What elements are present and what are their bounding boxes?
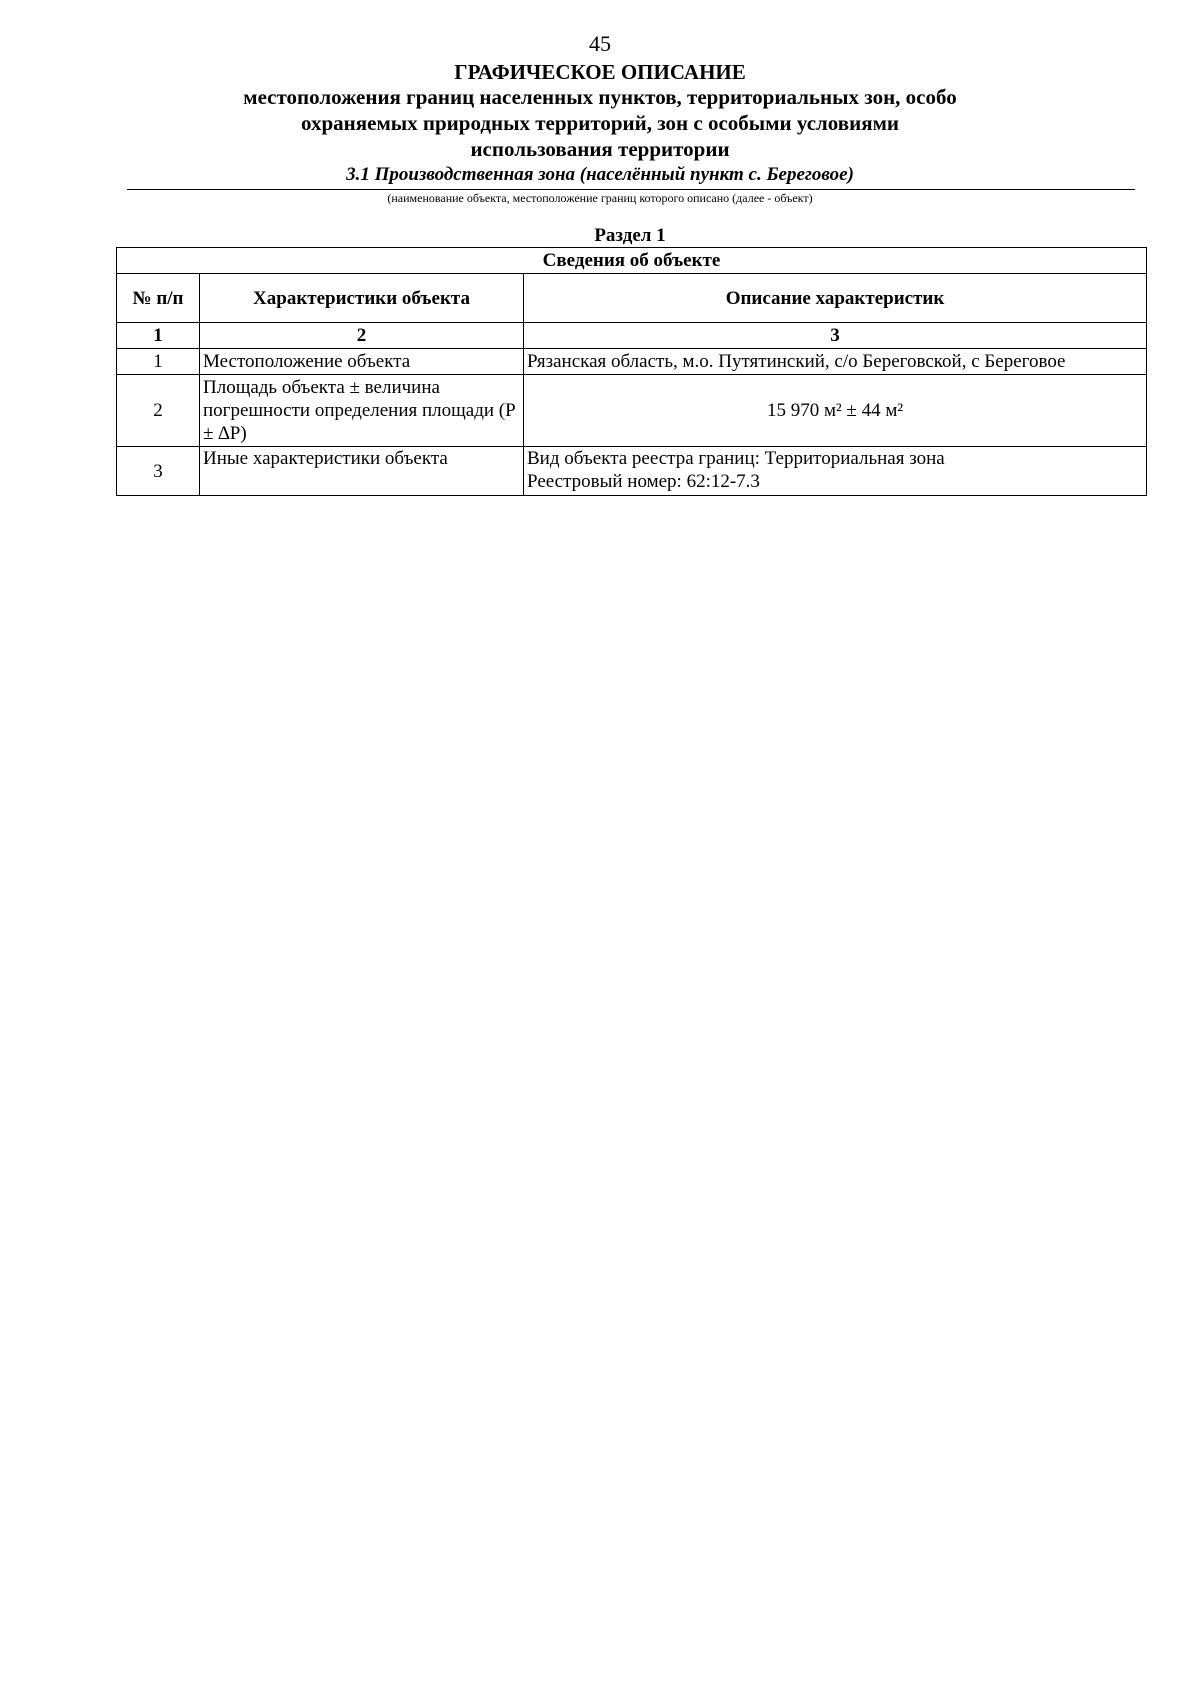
column-number-row — [117, 323, 1147, 349]
row-characteristic: Иные характеристики объекта — [200, 447, 524, 496]
table-row — [117, 375, 1147, 447]
column-number: 2 — [200, 323, 524, 349]
header-number: № п/п — [117, 274, 200, 323]
row-description: 15 970 м² ± 44 м² — [524, 375, 1147, 447]
row-characteristic: Местоположение объекта — [200, 349, 524, 375]
object-info-table — [116, 247, 1147, 496]
page-number: 45 — [589, 31, 611, 56]
description-line: Реестровый номер: 62:12-7.3 — [527, 471, 760, 492]
table-caption: Сведения об объекте — [117, 248, 1147, 274]
row-number: 1 — [117, 349, 200, 375]
row-number: 3 — [117, 447, 200, 496]
column-number: 3 — [524, 323, 1147, 349]
table-caption-row — [117, 248, 1147, 274]
table-row — [117, 349, 1147, 375]
description-line: Вид объекта реестра границ: Территориальная зона — [527, 448, 945, 469]
row-description: Рязанская область, м.о. Путятинский, с/о Береговской, с Береговое — [524, 349, 1147, 375]
table-row — [117, 447, 1147, 496]
table-header-row — [117, 274, 1147, 323]
header-characteristic: Характеристики объекта — [200, 274, 524, 323]
object-underline — [127, 189, 1135, 190]
object-name: 3.1 Производственная зона (населённый пункт с. Береговое) — [346, 164, 854, 185]
row-characteristic: Площадь объекта ± величина погрешности определения площади (Р ± ∆Р) — [200, 375, 524, 447]
document-subtitle: местоположения границ населенных пунктов, территориальных зон, особо охраняемых природных территорий, зон с особыми условиями использования территории — [243, 85, 957, 161]
header-description: Описание характеристик — [524, 274, 1147, 323]
column-number: 1 — [117, 323, 200, 349]
row-description — [524, 447, 1147, 496]
object-caption: (наименование объекта, местоположение границ которого описано (далее - объект) — [387, 191, 813, 205]
section-title: Раздел 1 — [594, 225, 666, 246]
row-number: 2 — [117, 375, 200, 447]
document-title: ГРАФИЧЕСКОЕ ОПИСАНИЕ — [454, 60, 746, 84]
